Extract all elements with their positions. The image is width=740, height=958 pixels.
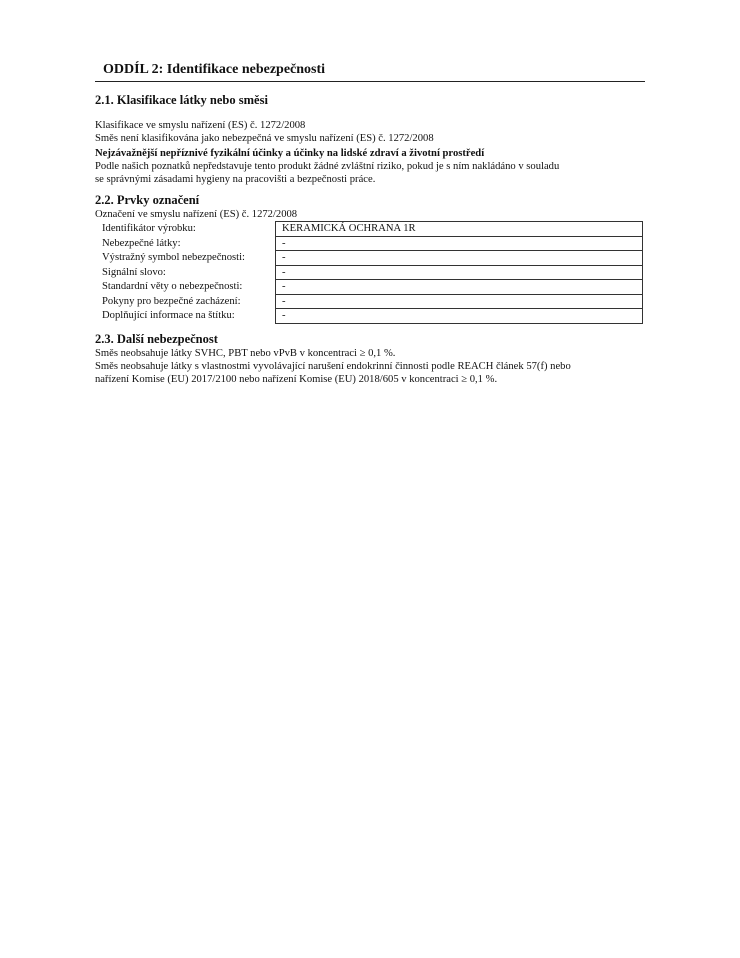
classification-regulation-line: Klasifikace ve smyslu nařízení (ES) č. 1272/2008 [95, 120, 306, 131]
row-value: - [276, 309, 643, 324]
table-row [99, 222, 643, 237]
subsection-2-3-title: 2.3. Další nebezpečnost [95, 331, 218, 346]
adverse-effects-paragraph-line1: Podle našich poznatků nepředstavuje tento produkt žádné zvláštní riziko, pokud je s ním nakládáno v souladu [95, 161, 560, 172]
row-label: Signální slovo: [102, 266, 166, 278]
svhc-statement: Směs neobsahuje látky SVHC, PBT nebo vPvB v koncentraci ≥ 0,1 %. [95, 347, 396, 359]
endocrine-statement-line2: nařízení Komise (EU) 2017/2100 nebo nařízení Komise (EU) 2018/605 v koncentraci ≥ 0,1 %. [95, 373, 498, 385]
row-label: Identifikátor výrobku: [102, 223, 196, 234]
table-row [99, 236, 643, 251]
row-label: Doplňující informace na štítku: [102, 310, 235, 321]
adverse-effects-paragraph-line2: se správnými zásadami hygieny na pracovišti a bezpečnosti práce. [95, 174, 376, 185]
adverse-effects-heading: Nejzávažnější nepříznivé fyzikální účinky a účinky na lidské zdraví a životní prostředí [95, 148, 485, 159]
row-label: Pokyny pro bezpečné zacházení: [102, 295, 241, 307]
row-value: - [276, 294, 643, 309]
table-row [99, 280, 643, 295]
subsection-2-2-title: 2.2. Prvky označení [95, 193, 200, 207]
row-value: - [276, 236, 643, 251]
row-value: - [276, 280, 643, 295]
classification-status-line: Směs není klasifikována jako nebezpečná ve smyslu nařízení (ES) č. 1272/2008 [95, 133, 434, 144]
table-row [99, 251, 643, 266]
row-value: - [276, 251, 643, 266]
label-elements-intro: Označení ve smyslu nařízení (ES) č. 1272/2008 [95, 209, 298, 220]
endocrine-statement-line1: Směs neobsahuje látky s vlastnostmi vyvolávající narušení endokrinní činnosti podle REACH článek 57(f) nebo [95, 360, 571, 372]
label-elements-table [99, 221, 643, 324]
row-label: Výstražný symbol nebezpečnosti: [102, 252, 245, 263]
row-value: KERAMICKÁ OCHRANA 1R [276, 222, 643, 237]
row-value: - [276, 265, 643, 280]
table-row [99, 265, 643, 280]
section-title: ODDÍL 2: Identifikace nebezpečnosti [95, 60, 645, 82]
table-row [99, 309, 643, 324]
table-row [99, 294, 643, 309]
document-page [95, 60, 645, 386]
row-label: Standardní věty o nebezpečnosti: [102, 281, 243, 292]
row-label: Nebezpečné látky: [102, 237, 181, 249]
subsection-2-1-title: 2.1. Klasifikace látky nebo směsi [95, 93, 268, 107]
